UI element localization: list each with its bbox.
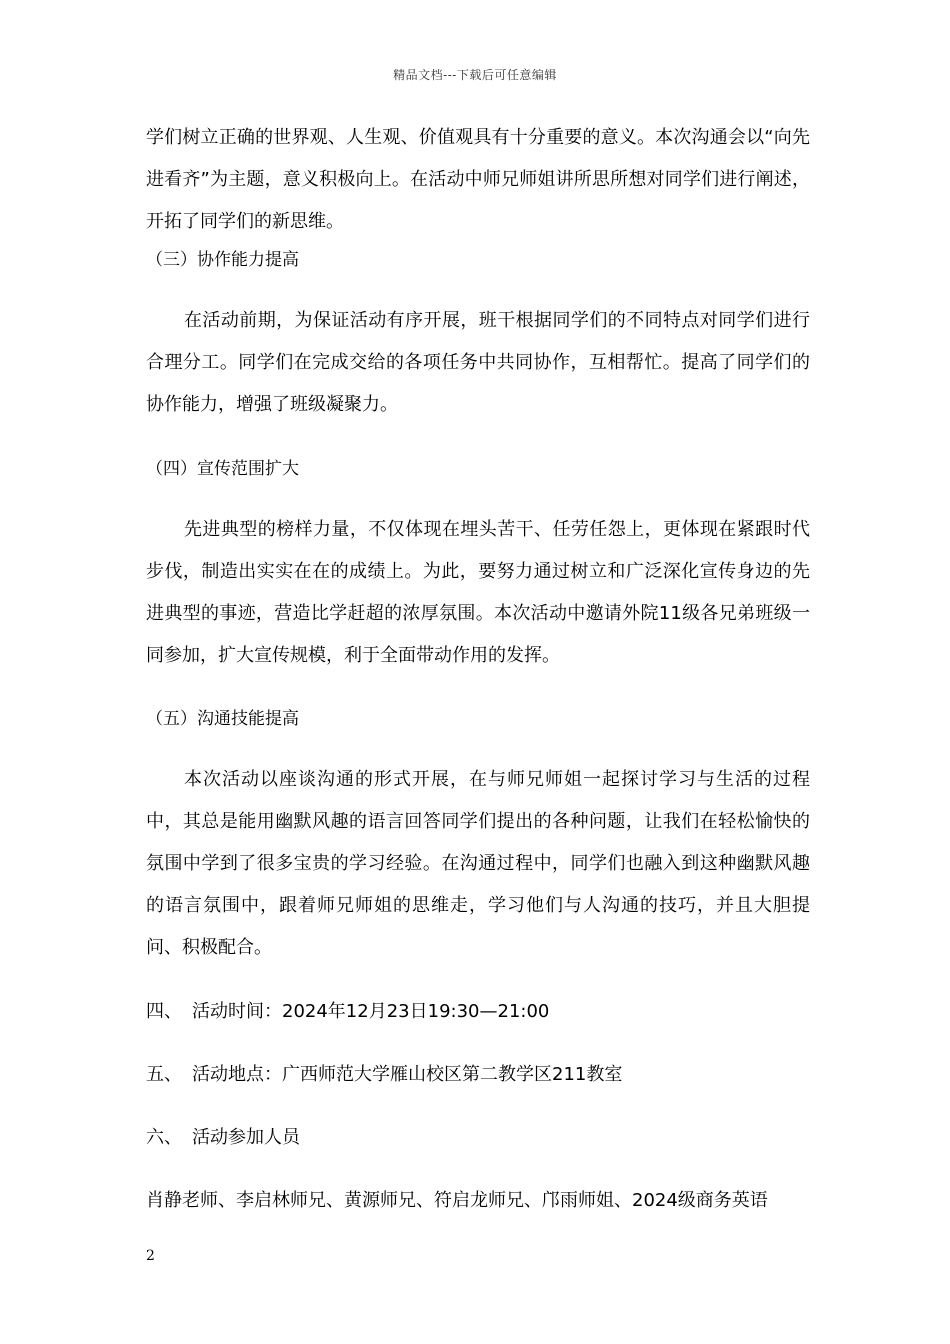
paragraph-section-3: 在活动前期，为保证活动有序开展，班干根据同学们的不同特点对同学们进行合理分工。同学们在完成交给的各项任务中共同协作，互相帮忙。提高了同学们的协作能力，增强了班级凝聚力。	[146, 310, 810, 415]
page-number: 2	[146, 1248, 155, 1264]
list-item-participants	[146, 1123, 810, 1153]
section-title-3: （三）协作能力提高	[146, 250, 299, 270]
list-text: 活动参加人员	[192, 1127, 300, 1148]
participants-line: 肖静老师、李启林师兄、黄源师兄、符启龙师兄、邝雨师姐、2024级商务英语	[146, 1190, 768, 1211]
list-number: 四、	[146, 1001, 182, 1022]
list-item-location	[146, 1060, 810, 1090]
section-title-5: （五）沟通技能提高	[146, 709, 299, 729]
list-text: 活动时间：2024年12月23日19:30—21:00	[192, 1001, 550, 1022]
list-number: 五、	[146, 1064, 182, 1085]
list-text: 活动地点：广西师范大学雁山校区第二教学区211教室	[192, 1064, 623, 1085]
list-number: 六、	[146, 1127, 182, 1148]
paragraph-intro: 学们树立正确的世界观、人生观、价值观具有十分重要的意义。本次沟通会以“向先进看齐”为主题，意义积极向上。在活动中师兄师姐讲所思所想对同学们进行阐述，开拓了同学们的新思维。	[146, 127, 810, 232]
paragraph-section-5: 本次活动以座谈沟通的形式开展，在与师兄师姐一起探讨学习与生活的过程中，其总是能用幽默风趣的语言回答同学们提出的各种问题，让我们在轻松愉快的氛围中学到了很多宝贵的学习经验。在沟通过程中，同学们也融入到这种幽默风趣的语言氛围中，跟着师兄师姐的思维走，学习他们与人沟通的技巧，并且大胆提问、积极配合。	[146, 769, 810, 958]
section-title-4: （四）宣传范围扩大	[146, 459, 299, 479]
page-header: 精品文档---下载后可任意编辑	[393, 68, 557, 82]
paragraph-section-4: 先进典型的榜样力量，不仅体现在埋头苦干、任劳任怨上，更体现在紧跟时代步伐，制造出实实在在的成绩上。为此，要努力通过树立和广泛深化宣传身边的先进典型的事迹，营造比学赶超的浓厚氛围。本次活动中邀请外院11级各兄弟班级一同参加，扩大宣传规模，利于全面带动作用的发挥。	[146, 519, 810, 666]
document-body	[146, 117, 810, 1216]
list-item-time	[146, 997, 810, 1027]
